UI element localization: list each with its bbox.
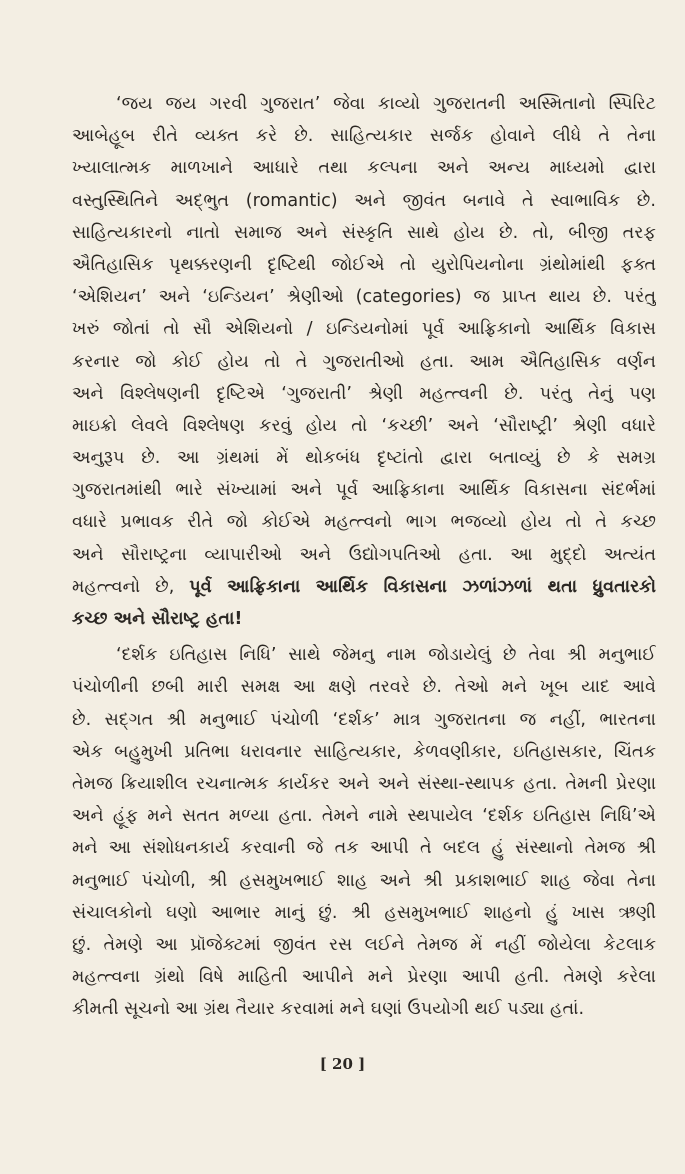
text-line: ઐતિહાસિક પૃથક્કરણની દૃષ્ટિથી જોઈએ તો યુરોપિયનોના ગ્રંથોમાંથી ફક્ત xyxy=(72,254,656,275)
page-body xyxy=(72,88,656,1025)
page-number: [ 20 ] xyxy=(319,1055,366,1073)
text-line: અનુરૂપ છે. આ ગ્રંથમાં મેં થોકબંધ દૃષ્ટાંતો દ્વારા બતાવ્યું છે કે સમગ્ર xyxy=(72,448,656,469)
text-line: તેમજ ક્રિયાશીલ રચનાત્મક કાર્યકર અને અને સંસ્થા-સ્થાપક હતા. તેમની પ્રેરણા xyxy=(72,773,656,794)
text-line: મને આ સંશોધનકાર્ય કરવાની જે તક આપી તે બદલ હું સંસ્થાનો તેમજ શ્રી xyxy=(72,838,656,859)
text-line: છે. સદ્ગત શ્રી મનુભાઈ પંચોળી ‘દર્શક’ માત્ર ગુજરાતના જ નહીં, ભારતના xyxy=(72,709,656,730)
text-line: અને સૌરાષ્ટ્રના વ્યાપારીઓ અને ઉદ્યોગપતિઓ હતા. આ મુદ્દો અત્યંત xyxy=(72,544,656,565)
emphasized-text: કચ્છ અને સૌરાષ્ટ્ર હતા! xyxy=(72,609,243,629)
text-line: સાહિત્યકારનો નાતો સમાજ અને સંસ્કૃતિ સાથે હોય છે. તો, બીજી તરફ xyxy=(72,222,656,243)
text-line: પંચોળીની છબી મારી સમક્ષ આ ક્ષણે તરવરે છે. તેઓ મને ખૂબ યાદ આવે xyxy=(72,677,656,698)
text-line: ગુજરાતમાંથી ભારે સંખ્યામાં અને પૂર્વ આફ્રિકાના આર્થિક વિકાસના સંદર્ભમાં xyxy=(72,480,656,501)
text-line: ખ્યાલાત્મક માળખાને આધારે તથા કલ્પના અને અન્ય માધ્યમો દ્વારા xyxy=(72,158,656,179)
text-line: ખરું જોતાં તો સૌ એશિયનો / ઇન્ડિયનોમાં પૂર્વ આફ્રિકાનો આર્થિક વિકાસ xyxy=(72,319,656,340)
text-line: એક બહુમુખી પ્રતિભા ધરાવનાર સાહિત્યકાર, કેળવણીકાર, ઇતિહાસકાર, ચિંતક xyxy=(72,741,656,762)
paragraph-1 xyxy=(72,88,656,635)
paragraph-2 xyxy=(72,639,656,1025)
text-line: માઇક્રો લેવલે વિશ્લેષણ કરવું હોય તો ‘કચ્છી’ અને ‘સૌરાષ્ટ્રી’ શ્રેણી વધારે xyxy=(72,415,656,436)
text-line: મનુભાઈ પંચોળી, શ્રી હસમુખભાઈ શાહ અને શ્રી પ્રકાશભાઈ શાહ જેવા તેના xyxy=(72,870,656,891)
text-line: કીમતી સૂચનો આ ગ્રંથ તૈયાર કરવામાં મને ઘણાં ઉપયોગી થઈ પડ્યા હતાં. xyxy=(72,999,585,1020)
text-line: ‘દર્શક ઇતિહાસ નિધિ’ સાથે જેમનુ નામ જોડાયેલું છે તેવા શ્રી મનુભાઈ xyxy=(116,645,656,666)
text-line: કરનાર જો કોઈ હોય તો તે ગુજરાતીઓ હતા. આમ ઐતિહાસિક વર્ણન xyxy=(72,351,656,372)
text-line: વસ્તુસ્થિતિને અદ્ભુત (romantic) અને જીવંત બનાવે તે સ્વાભાવિક છે. xyxy=(72,190,656,211)
text-line: મહત્ત્વના ગ્રંથો વિષે માહિતી આપીને મને પ્રેરણા આપી હતી. તેમણે કરેલા xyxy=(72,967,656,988)
text-line: વધારે પ્રભાવક રીતે જો કોઈએ મહત્ત્વનો ભાગ ભજવ્યો હોય તો તે કચ્છ xyxy=(72,512,656,533)
text-line: સંચાલકોનો ઘણો આભાર માનું છું. શ્રી હસમુખભાઈ શાહનો હું ખાસ ઋણી xyxy=(72,902,656,923)
text-line: છું. તેમણે આ પ્રૉજેક્ટમાં જીવંત રસ લઈને તેમજ મેં નહીં જોયેલા કેટલાક xyxy=(72,934,656,955)
emphasized-text: પૂર્વ આફ્રિકાના આર્થિક વિકાસના ઝળાંઝળાં થતા ધ્રુવતારકો xyxy=(189,576,656,597)
text-line: આબેહૂબ રીતે વ્યક્ત કરે છે. સાહિત્યકાર સર્જક હોવાને લીધે તે તેના xyxy=(72,126,656,147)
text-segment: મહત્ત્વનો છે, xyxy=(72,576,190,597)
text-line xyxy=(72,571,656,603)
text-line: ‘એશિયન’ અને ‘ઇન્ડિયન’ શ્રેણીઓ (categories) જ પ્રાપ્ત થાય છે. પરંતુ xyxy=(72,287,656,308)
text-line: અને હૂંફ મને સતત મળ્યા હતા. તેમને નામે સ્થપાયેલ ‘દર્શક ઇતિહાસ નિધિ’એ xyxy=(72,806,656,827)
text-line: અને વિશ્લેષણની દૃષ્ટિએ ‘ગુજરાતી’ શ્રેણી મહત્ત્વની છે. પરંતુ તેનું પણ xyxy=(72,383,656,404)
text-line: ‘જય જય ગરવી ગુજરાત’ જેવા કાવ્યો ગુજરાતની અસ્મિતાનો સ્પિરિટ xyxy=(116,94,656,114)
